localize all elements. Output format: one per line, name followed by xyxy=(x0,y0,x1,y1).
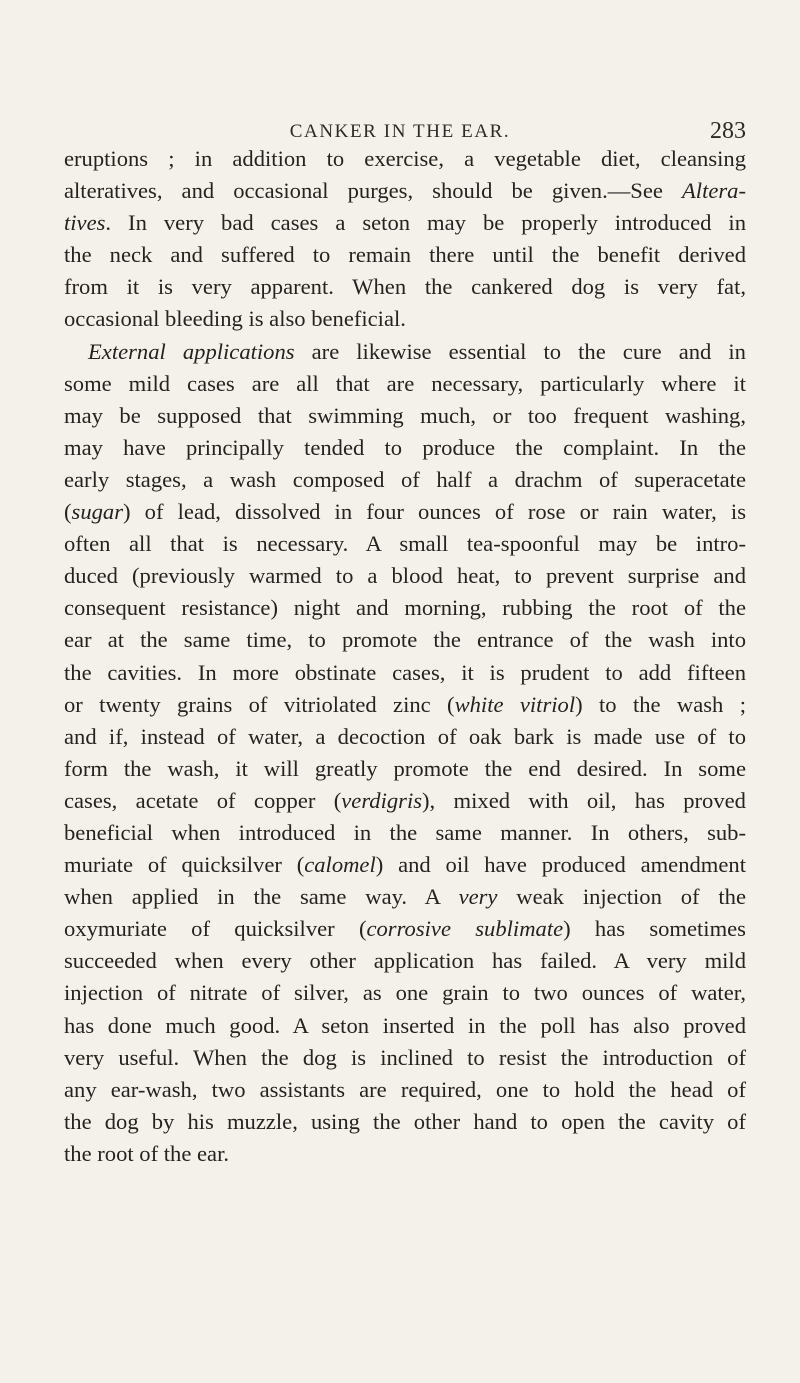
text-line: (sugar) of lead, dissolved in four ounces of rose or rain water, is xyxy=(64,499,746,525)
text-line: early stages, a wash composed of half a drachm of superacetate xyxy=(64,466,746,492)
text-line: duced (previously warmed to a blood heat, to prevent surprise and xyxy=(64,563,746,589)
text-line: succeeded when every other application has failed. A very mild xyxy=(64,948,746,974)
page-number: 283 xyxy=(710,118,746,144)
text-line: the cavities. In more obstinate cases, it is prudent to add fifteen xyxy=(64,659,746,685)
text-line: when applied in the same way. A very weak injection of the xyxy=(64,884,746,910)
text-line: form the wash, it will greatly promote the end desired. In some xyxy=(64,755,746,781)
text-line: External applications are likewise essential to the cure and in xyxy=(88,338,746,364)
text-line: any ear-wash, two assistants are required, one to hold the head of xyxy=(64,1076,746,1102)
text-line: the neck and suffered to remain there until the benefit derived xyxy=(64,242,746,268)
text-line: from it is very apparent. When the cankered dog is very fat, xyxy=(64,274,746,300)
text-line: the root of the ear. xyxy=(64,1140,229,1166)
text-line: may have principally tended to produce the complaint. In the xyxy=(64,434,746,460)
text-line: injection of nitrate of silver, as one grain to two ounces of water, xyxy=(64,980,746,1006)
text-line: the dog by his muzzle, using the other hand to open the cavity of xyxy=(64,1108,746,1134)
text-line: has done much good. A seton inserted in the poll has also proved xyxy=(64,1012,746,1038)
text-line: oxymuriate of quicksilver (corrosive sublimate) has sometimes xyxy=(64,916,746,942)
running-title: CANKER IN THE EAR. xyxy=(289,121,511,142)
text-line: ear at the same time, to promote the entrance of the wash into xyxy=(64,627,746,653)
text-line: occasional bleeding is also beneficial. xyxy=(64,306,406,332)
text-line: often all that is necessary. A small tea-spoonful may be intro- xyxy=(64,531,746,557)
body-text xyxy=(64,143,746,1170)
text-line: cases, acetate of copper (verdigris), mixed with oil, has proved xyxy=(64,787,746,813)
text-line: some mild cases are all that are necessary, particularly where it xyxy=(64,370,746,396)
text-line: and if, instead of water, a decoction of oak bark is made use of to xyxy=(64,723,746,749)
text-line: eruptions ; in addition to exercise, a vegetable diet, cleansing xyxy=(64,146,746,171)
text-line: tives. In very bad cases a seton may be properly introduced in xyxy=(64,210,746,236)
text-line: beneficial when introduced in the same manner. In others, sub- xyxy=(64,819,746,845)
text-line: muriate of quicksilver (calomel) and oil have produced amendment xyxy=(64,852,746,878)
text-line: consequent resistance) night and morning, rubbing the root of the xyxy=(64,595,746,621)
text-line: very useful. When the dog is inclined to resist the introduction of xyxy=(64,1044,746,1070)
text-line: alteratives, and occasional purges, should be given.—See Altera- xyxy=(64,178,746,204)
text-line: or twenty grains of vitriolated zinc (white vitriol) to the wash ; xyxy=(64,691,746,717)
text-line: may be supposed that swimming much, or too frequent washing, xyxy=(64,402,746,428)
